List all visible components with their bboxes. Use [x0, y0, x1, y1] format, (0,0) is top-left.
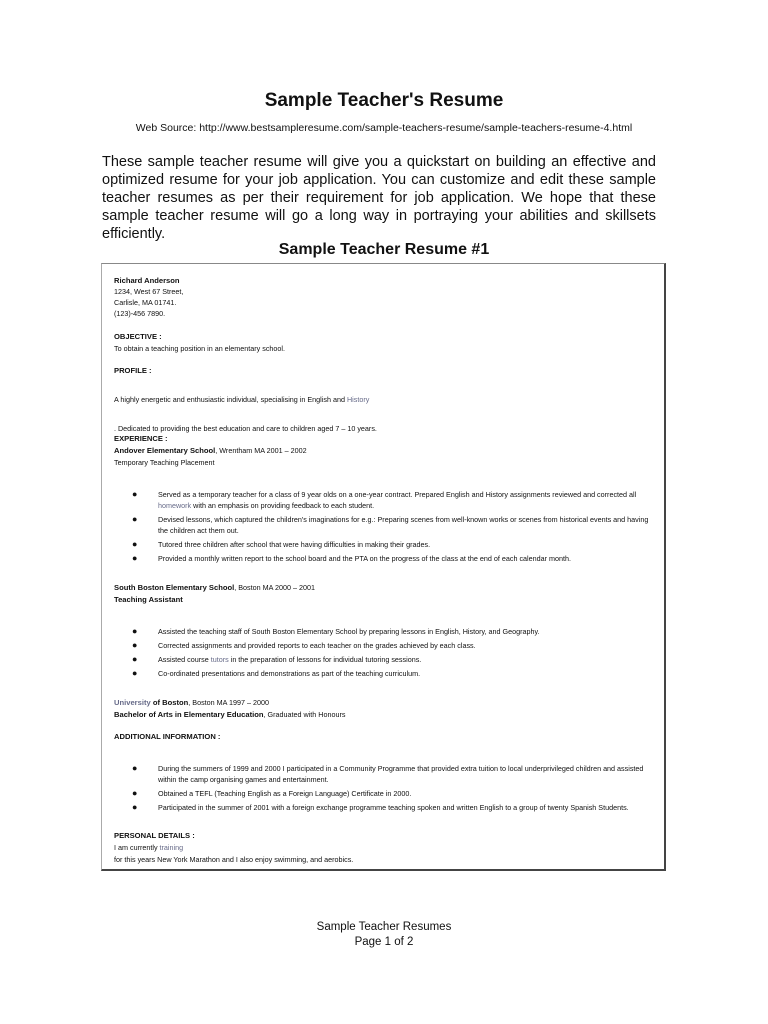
job2-header	[114, 582, 315, 593]
intro-paragraph: These sample teacher resume will give you a quickstart on building an effective and optimized resume for your job application. You can customize and edit these sample teacher resumes as per their requirement for job application. We hope that these sample teacher resume will go a long way in portraying your abilities and skillsets efficiently.	[102, 154, 656, 242]
web-source-line: Web Source: http://www.bestsampleresume.com/sample-teachers-resume/sample-teachers-resume-4.html	[135, 122, 633, 134]
job1-header	[114, 445, 307, 456]
list-item	[114, 788, 654, 799]
profile-text	[114, 394, 369, 405]
job1-bullets	[114, 489, 654, 567]
bullet-text: Provided a monthly written report to the school board and the PTA on the progress of the class at the end of each calendar month.	[158, 554, 571, 563]
job1-place: , Wrentham MA 2001 – 2002	[215, 446, 307, 455]
training-link[interactable]: training	[159, 843, 184, 852]
profile-heading: PROFILE :	[114, 366, 152, 375]
bullet-text: Served as a temporary teacher for a class of 9 year olds on a one-year contract. Prepared English and History assignments reviewed and corrected all	[158, 490, 637, 499]
bullet-icon: ●	[132, 514, 138, 524]
bullet-icon: ●	[132, 763, 138, 773]
bullet-text: Corrected assignments and provided reports to each teacher on the grades achieved by each class.	[158, 641, 476, 650]
personal-details-heading: PERSONAL DETAILS :	[114, 831, 195, 840]
bullet-icon: ●	[132, 668, 138, 678]
list-item	[114, 668, 654, 679]
personal-text: I am currently	[114, 843, 160, 852]
additional-info-heading: ADDITIONAL INFORMATION :	[114, 732, 221, 741]
profile-text-part: A highly energetic and enthusiastic individual, specialising in English and	[114, 395, 347, 404]
experience-heading: EXPERIENCE :	[114, 434, 168, 443]
page-footer	[0, 920, 768, 950]
job1-school: Andover Elementary School	[114, 446, 216, 455]
bullet-text: During the summers of 1999 and 2000 I participated in a Community Programme that provided extra tuition to local underprivileged children and assisted within the camp organising games and entertainment.	[158, 764, 644, 784]
job2-role: Teaching Assistant	[114, 595, 183, 604]
page-number: Page 1 of 2	[354, 936, 414, 948]
bullet-text: Tutored three children after school that were having difficulties in making their grades.	[158, 540, 431, 549]
education-degree: Bachelor of Arts in Elementary Education	[114, 710, 264, 719]
resume-name: Richard Anderson	[114, 276, 180, 285]
bullet-icon: ●	[132, 640, 138, 650]
personal-details-line-1	[114, 842, 183, 853]
education-degree-line	[114, 709, 345, 720]
objective-text: To obtain a teaching position in an elementary school.	[114, 344, 286, 353]
bullet-text: Co-ordinated presentations and demonstrations as part of the teaching curriculum.	[158, 669, 421, 678]
bullet-icon: ●	[132, 489, 138, 499]
list-item	[114, 553, 654, 564]
bullet-text: Devised lessons, which captured the children's imaginations for e.g.: Preparing scenes from well-known works or scenes from historical events and having the children act them out.	[158, 515, 649, 535]
objective-heading: OBJECTIVE :	[114, 332, 162, 341]
list-item	[114, 802, 654, 813]
education-header	[114, 697, 269, 708]
tutors-link[interactable]: tutors	[210, 655, 229, 664]
university-link[interactable]: University	[114, 698, 151, 707]
bullet-text: Assisted the teaching staff of South Boston Elementary School by preparing lessons in English, History, and Geography.	[158, 627, 540, 636]
education-note: , Graduated with Honours	[263, 710, 346, 719]
bullet-icon: ●	[132, 539, 138, 549]
job2-school: South Boston Elementary School	[114, 583, 235, 592]
profile-text-2: . Dedicated to providing the best education and care to children aged 7 – 10 years.	[114, 424, 377, 433]
address-line-2: Carlisle, MA 01741.	[114, 298, 177, 307]
job1-role: Temporary Teaching Placement	[114, 458, 215, 467]
section-title: Sample Teacher Resume #1	[278, 241, 490, 258]
additional-bullets	[114, 763, 654, 816]
bullet-text: Obtained a TEFL (Teaching English as a Foreign Language) Certificate in 2000.	[158, 789, 412, 798]
bullet-text: with an emphasis on providing feedback to each student.	[191, 501, 375, 510]
list-item	[114, 489, 654, 511]
list-item	[114, 514, 654, 536]
phone-number: (123)-456 7890.	[114, 309, 166, 318]
education-school: of Boston	[150, 698, 189, 707]
bullet-text: Participated in the summer of 2001 with a foreign exchange programme teaching spoken and written English to a group of twenty Spanish Students.	[158, 803, 629, 812]
resume-box	[101, 263, 666, 871]
bullet-icon: ●	[132, 802, 138, 812]
education-place: , Boston MA 1997 – 2000	[188, 698, 269, 707]
personal-details-line-2: for this years New York Marathon and I also enjoy swimming, and aerobics.	[114, 855, 354, 864]
history-link[interactable]: History	[346, 395, 370, 404]
homework-link[interactable]: homework	[158, 501, 192, 510]
bullet-icon: ●	[132, 788, 138, 798]
footer-title: Sample Teacher Resumes	[316, 921, 452, 933]
bullet-icon: ●	[132, 626, 138, 636]
job2-bullets	[114, 626, 654, 682]
address-line-1: 1234, West 67 Street,	[114, 287, 184, 296]
list-item	[114, 626, 654, 637]
list-item	[114, 654, 654, 665]
job2-place: , Boston MA 2000 – 2001	[234, 583, 315, 592]
page-title: Sample Teacher's Resume	[264, 90, 504, 111]
list-item	[114, 640, 654, 651]
bullet-text: in the preparation of lessons for individual tutoring sessions.	[228, 655, 422, 664]
bullet-text: Assisted course	[158, 655, 211, 664]
list-item	[114, 539, 654, 550]
bullet-icon: ●	[132, 553, 138, 563]
bullet-icon: ●	[132, 654, 138, 664]
list-item	[114, 763, 654, 785]
